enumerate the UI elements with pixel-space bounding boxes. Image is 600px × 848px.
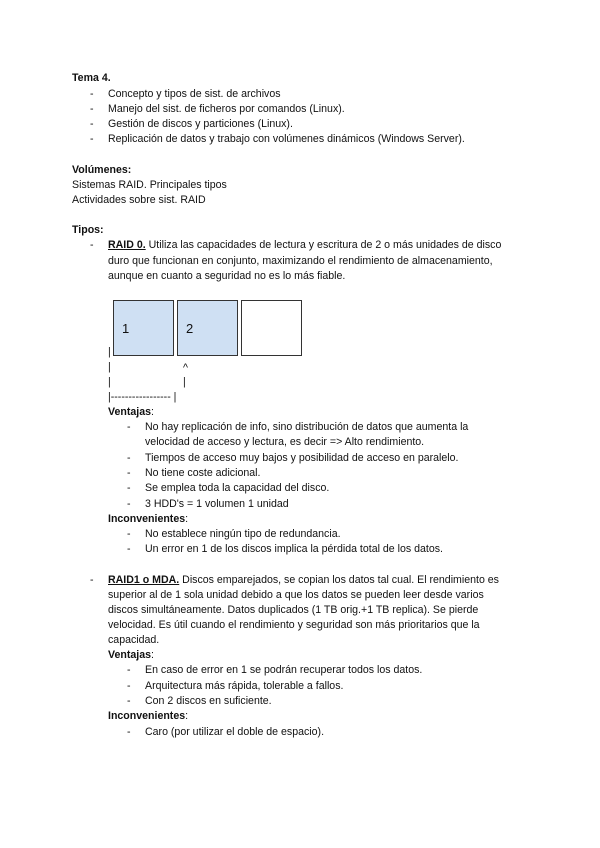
diagram-pipe: | [183,376,186,388]
diagram-bottom-line: |----------------- | [108,391,177,403]
list-item: Concepto y tipos de sist. de archivos [108,88,281,100]
raid1-title: RAID1 o MDA. [108,574,180,586]
disk-label: 2 [186,321,194,336]
raid0-desc: Utiliza las capacidades de lectura y escritura de 2 o más unidades de disco [148,239,502,251]
list-item: Se emplea toda la capacidad del disco. [145,482,330,494]
text-line: Sistemas RAID. Principales tipos [72,179,227,191]
list-item: No tiene coste adicional. [145,467,261,479]
diagram-pipe: | [108,346,111,358]
section-title-volumenes: Volúmenes: [72,164,132,176]
list-item: Manejo del sist. de ficheros por comandos (Linux). [108,103,345,115]
list-item: 3 HDD's = 1 volumen 1 unidad [145,498,289,510]
list-dash: - [127,421,131,433]
raid1-desc: velocidad. Es útil cuando el rendimiento y seguridad son más prioritarios que la [108,619,480,631]
list-dash: - [90,103,94,115]
list-dash: - [127,467,131,479]
section-title-tema: Tema 4. [72,72,111,84]
text-line: Actividades sobre sist. RAID [72,194,206,206]
list-dash: - [127,726,131,738]
raid1-desc: Discos emparejados, se copian los datos tal cual. El rendimiento es [182,574,499,586]
list-item: No hay replicación de info, sino distribución de datos que aumenta la [145,421,469,433]
list-dash: - [127,664,131,676]
raid1-desc: discos simultáneamente. Datos duplicados (1 TB orig.+1 TB replica). Se pierde [108,604,479,616]
list-dash: - [127,528,131,540]
list-item: Con 2 discos en suficiente. [145,695,272,707]
list-item: No establece ningún tipo de redundancia. [145,528,341,540]
inconvenientes-heading: Inconvenientes: [108,710,189,722]
raid0-paragraph-line [108,238,501,253]
diagram-pipe: | [108,376,111,388]
list-item: velocidad de acceso y lectura, es decir => Alto rendimiento. [145,436,425,448]
list-dash: - [127,482,131,494]
list-dash: - [90,133,94,145]
raid0-desc: duro que funcionan en conjunto, maximizando el rendimiento de almacenamiento, [108,255,493,267]
list-dash: - [90,574,94,586]
list-item: Un error en 1 de los discos implica la pérdida total de los datos. [145,543,443,555]
list-dash: - [127,543,131,555]
inconvenientes-heading: Inconvenientes: [108,513,189,525]
list-item: Replicación de datos y trabajo con volúmenes dinámicos (Windows Server). [108,133,465,145]
disk-box-1 [113,300,174,356]
diagram-caret: ^ [183,362,188,374]
list-dash: - [90,88,94,100]
disk-box-2 [177,300,238,356]
list-dash: - [127,680,131,692]
disk-label: 1 [122,321,130,336]
list-item: Caro (por utilizar el doble de espacio). [145,726,325,738]
list-dash: - [90,118,94,130]
list-item: En caso de error en 1 se podrán recuperar todos los datos. [145,664,423,676]
diagram-pipe: | [108,361,111,373]
section-title-tipos: Tipos: [72,224,104,236]
list-dash: - [127,498,131,510]
list-dash: - [90,239,94,251]
raid1-desc: capacidad. [108,634,160,646]
list-item: Tiempos de acceso muy bajos y posibilidad de acceso en paralelo. [145,452,459,464]
list-dash: - [127,695,131,707]
raid1-desc: superior al de 1 sola unidad debido a que los datos se pueden leer desde varios [108,589,484,601]
ventajas-heading: Ventajas: [108,406,154,418]
ventajas-heading: Ventajas: [108,649,154,661]
list-item: Arquitectura más rápida, tolerable a fallos. [145,680,344,692]
list-dash: - [127,452,131,464]
raid1-paragraph-line [108,573,499,588]
raid0-title: RAID 0. [108,239,146,251]
disk-box-3 [241,300,302,356]
raid0-desc: aunque en cuanto a seguridad no es lo más fiable. [108,270,346,282]
list-item: Gestión de discos y particiones (Linux). [108,118,293,130]
